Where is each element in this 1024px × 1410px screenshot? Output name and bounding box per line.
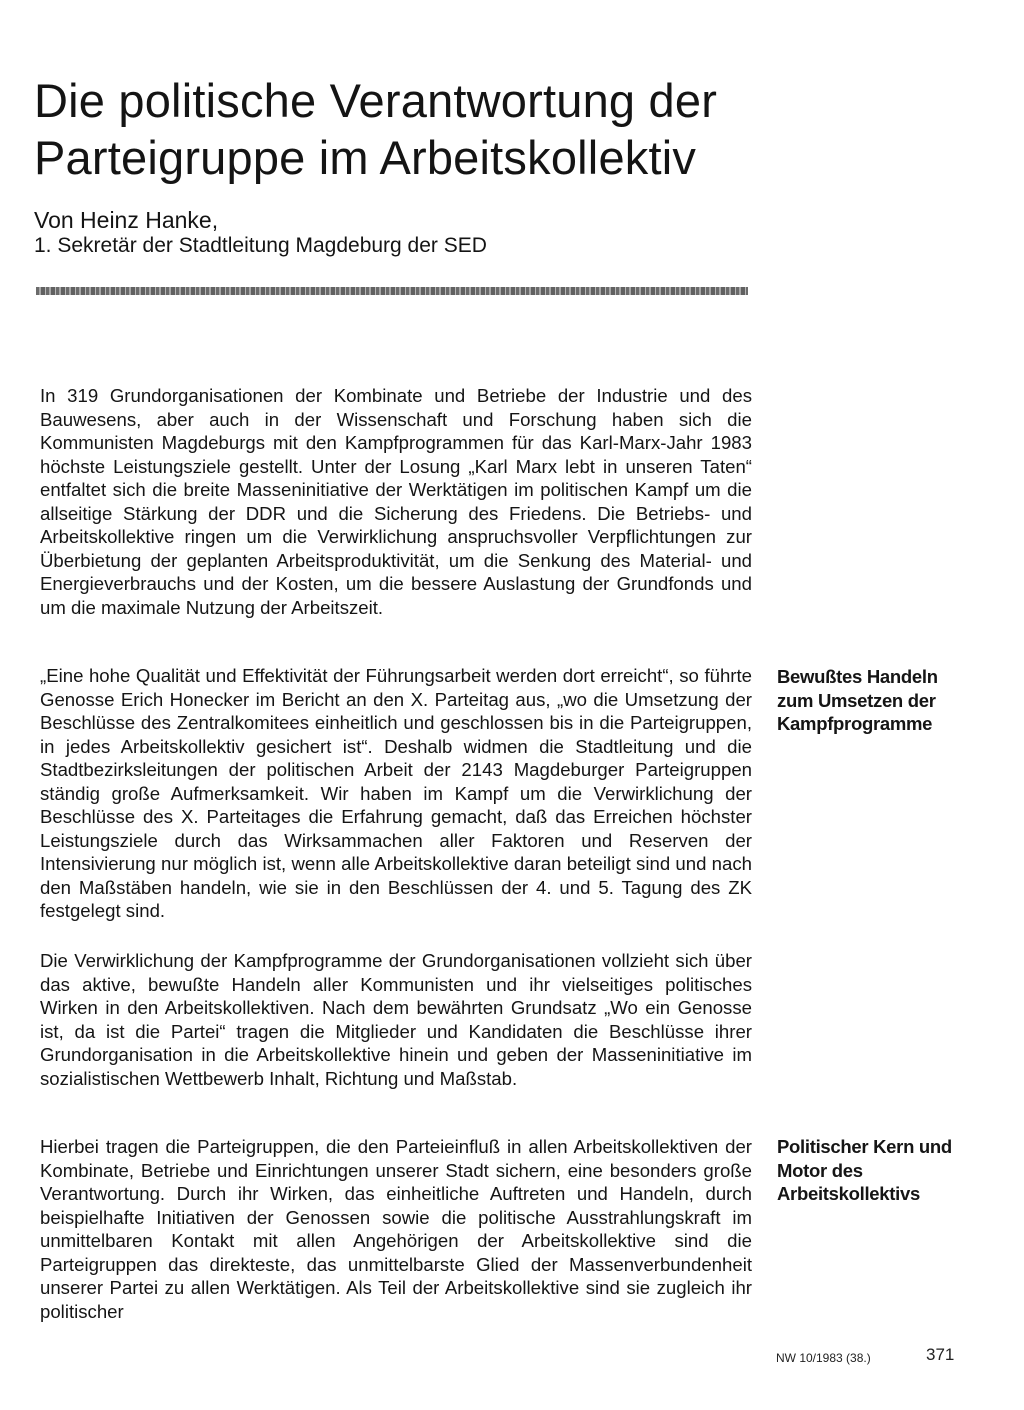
margin-heading-1: Bewußtes Handeln zum Umsetzen der Kampfprogramme [777, 666, 938, 734]
body-paragraph-4: Hierbei tragen die Parteigruppen, die den Parteieinfluß in allen Arbeitskollektiven der Kombinate, Betriebe und Einrichtungen unserer Stadt sichern, eine besonders große Verantwortung. Durch ihr Wirken, das einheitliche Auftreten und Handeln, durch beispielhafte Initiativen der Genossen sowie die politische Ausstrahlungskraft im unmittelbaren Kontakt mit allen Angehörigen der Arbeitskollektive sind die Parteigruppen das direkteste, das unmittelbarste Glied der Massenverbundenheit unserer Partei zu allen Werktätigen. Als Teil der Arbeitskollektive sind sie zugleich ihr politischer [40, 1136, 752, 1322]
author-name: Von Heinz Hanke, [34, 207, 219, 233]
article-title: Die politische Verantwortung der Parteigruppe im Arbeitskollektiv [34, 74, 718, 184]
body-paragraph-2: „Eine hohe Qualität und Effektivität der Führungsarbeit werden dort erreicht“, so führte Genosse Erich Honecker im Bericht an den X. Parteitag aus, „wo die Umsetzung der Beschlüsse des Zentralkomitees einheitlich und geschlossen bis in die Parteigruppen, in jedes Arbeitskollektiv gesichert ist“. Deshalb widmen die Stadtleitung und die Stadtbezirksleitungen der politischen Arbeit der 2143 Magdeburger Parteigruppen ständig große Aufmerksamkeit. Wir haben im Kampf um die Verwirklichung der Beschlüsse des X. Parteitages die Erfahrung gemacht, daß das Erreichen höchster Leistungsziele durch das Wirksammachen aller Faktoren und Reserven der Intensivierung nur möglich ist, wenn alle Arbeitskollektive daran beteiligt sind und nach den Maßstäben handeln, wie sie in den Beschlüssen der 4. und 5. Tagung des ZK festgelegt sind. [40, 665, 752, 921]
title-divider [36, 287, 748, 295]
body-paragraph-3: Die Verwirklichung der Kampfprogramme der Grundorganisationen vollzieht sich über das aktive, bewußte Handeln aller Kommunisten und ihr vielseitiges politisches Wirken in den Arbeitskollektiven. Nach dem bewährten Grundsatz „Wo ein Genosse ist, da ist die Partei“ tragen die Mitglieder und Kandidaten die Beschlüsse ihrer Grundorganisation in die Arbeitskollektive hinein und geben der Masseninitiative im sozialistischen Wettbewerb Inhalt, Richtung und Maßstab. [40, 950, 752, 1089]
margin-heading-2: Politischer Kern und Motor des Arbeitskollektivs [777, 1136, 952, 1204]
body-paragraph-1: In 319 Grundorganisationen der Kombinate und Betriebe der Industrie und des Bauwesens, aber auch in der Wissenschaft und Forschung haben sich die Kommunisten Magdeburgs mit den Kampfprogrammen für das Karl-Marx-Jahr 1983 höchste Leistungsziele gestellt. Unter der Losung „Karl Marx lebt in unseren Taten“ entfaltet sich die breite Masseninitiative der Werktätigen im politischen Kampf um die allseitige Stärkung der DDR und die Sicherung des Friedens. Die Betriebs- und Arbeitskollektive ringen um die Verwirklichung anspruchsvoller Verpflichtungen zur Überbietung der geplanten Arbeitsproduktivität, um die Senkung des Material- und Energieverbrauchs und der Kosten, um die bessere Auslastung der Grundfonds und um die maximale Nutzung der Arbeitszeit. [40, 385, 752, 618]
author-role: 1. Sekretär der Stadtleitung Magdeburg der SED [34, 234, 487, 257]
page-number: 371 [926, 1345, 955, 1364]
journal-reference: NW 10/1983 (38.) [776, 1351, 871, 1365]
